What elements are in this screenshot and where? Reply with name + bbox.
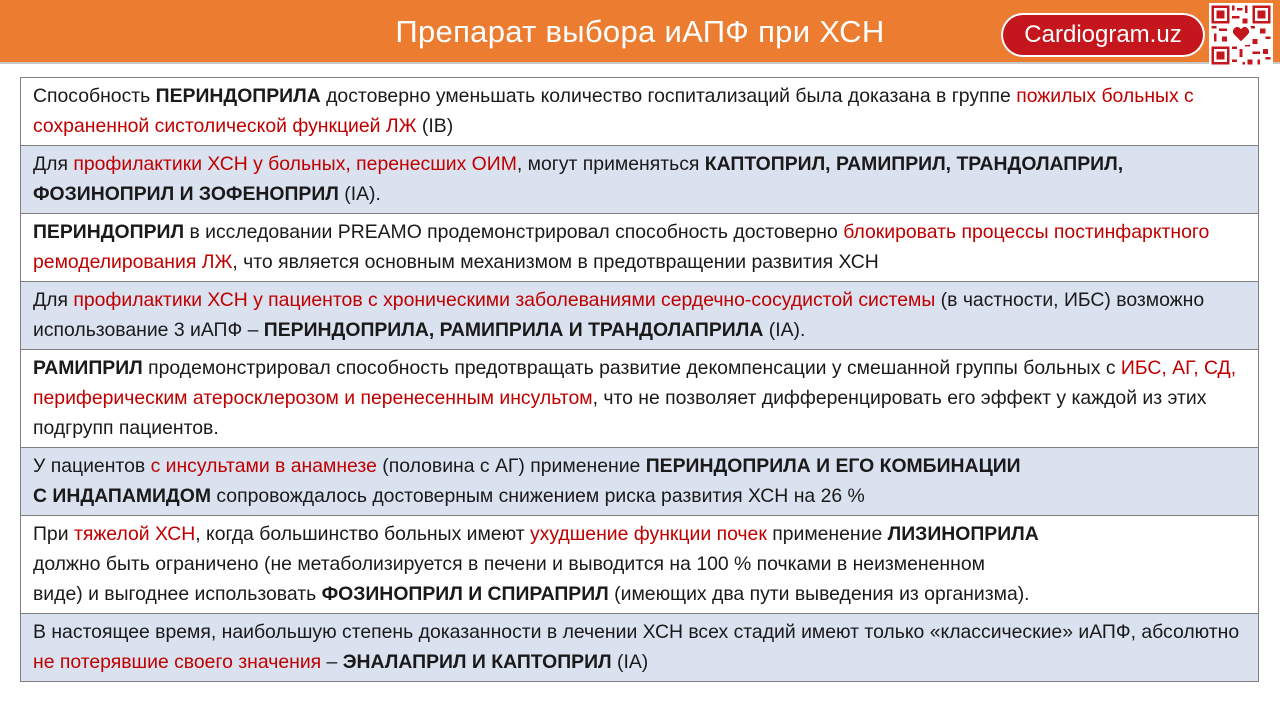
content-row: [21, 350, 1258, 448]
drug-name-text: ЛИЗИНОПРИЛА: [887, 523, 1039, 545]
drug-name-text: ПЕРИНДОПРИЛА И ЕГО КОМБИНАЦИИ: [645, 455, 1021, 477]
drug-name-text: ЭНАЛАПРИЛ И КАПТОПРИЛ: [342, 651, 612, 673]
body-text: (IA).: [338, 183, 381, 205]
drug-name-text: КАПТОПРИЛ, РАМИПРИЛ, ТРАНДОЛАПРИЛ, ФОЗИНОПРИЛ И ЗОФЕНОПРИЛ: [33, 153, 1124, 205]
highlighted-text: ухудшение функции почек: [529, 523, 767, 545]
drug-name-text: ПЕРИНДОПРИЛА: [155, 85, 321, 107]
body-text: продемонстрировал способность предотвращать развитие декомпенсации у смешанной группы больных с: [142, 357, 1121, 379]
highlighted-text: профилактики ХСН у пациентов с хроническими заболеваниями сердечно-сосудистой системы: [73, 289, 936, 311]
drug-name-text: ФОЗИНОПРИЛ И СПИРАПРИЛ: [321, 583, 609, 605]
body-text: В настоящее время, наибольшую степень доказанности в лечении ХСН всех стадий имеют только «классические» иАПФ, абсолютно: [33, 621, 1240, 643]
drug-name-text: ПЕРИНДОПРИЛА, РАМИПРИЛА И ТРАНДОЛАПРИЛА: [263, 319, 764, 341]
brand-logo[interactable]: Cardiogram.uz: [1001, 13, 1205, 57]
body-text: применение: [766, 523, 888, 545]
body-text: (имеющих два пути выведения из организма).: [608, 583, 1030, 605]
content-row: [21, 448, 1258, 516]
drug-name-text: С ИНДАПАМИДОМ: [33, 485, 211, 507]
content-row: [21, 282, 1258, 350]
body-text: , что является основным механизмом в предотвращении развития ХСН: [232, 251, 879, 273]
body-text: У пациентов: [33, 455, 151, 477]
content-row: [21, 214, 1258, 282]
body-text: (IA).: [763, 319, 806, 341]
body-text: , что не позволяет дифференцировать его эффект у каждой из этих подгрупп пациентов.: [33, 387, 1207, 439]
body-text: (IB): [416, 115, 454, 137]
highlighted-text: с инсультами в анамнезе: [150, 455, 377, 477]
body-text: сопровождалось достоверным снижением риска развития ХСН на 26 %: [210, 485, 865, 507]
content-row: [21, 516, 1258, 614]
body-text: (IA): [611, 651, 649, 673]
body-text: , могут применяться: [516, 153, 705, 175]
body-text: достоверно уменьшать количество госпитализаций была доказана в группе: [320, 85, 1017, 107]
body-text: При: [33, 523, 74, 545]
body-text: Для: [33, 289, 74, 311]
content-row: [21, 78, 1258, 146]
body-text: (в частности, ИБС) возможно использование 3 иАПФ –: [33, 289, 1205, 341]
highlighted-text: тяжелой ХСН: [73, 523, 196, 545]
highlighted-text: не потерявшие своего значения: [33, 651, 322, 673]
content-table: [20, 77, 1259, 682]
drug-name-text: ПЕРИНДОПРИЛ: [33, 221, 185, 243]
qr-code-icon[interactable]: [1209, 3, 1273, 67]
highlighted-text: ИБС, АГ, СД, периферическим атеросклерозом и перенесенным инсультом: [33, 357, 1237, 409]
highlighted-text: блокировать процессы постинфарктного ремоделирования ЛЖ: [33, 221, 1210, 273]
body-text: Для: [33, 153, 74, 175]
highlighted-text: профилактики ХСН у больных, перенесших ОИМ: [73, 153, 517, 175]
body-text: Способность: [33, 85, 156, 107]
content-row: [21, 614, 1258, 681]
body-text: –: [321, 651, 343, 673]
body-text: (половина с АГ) применение: [376, 455, 646, 477]
body-text: должно быть ограничено (не метаболизируется в печени и выводится на 100 % почками в неизмененном: [33, 553, 985, 575]
highlighted-text: пожилых больных с сохраненной систолической функцией ЛЖ: [33, 85, 1194, 137]
page-title: Препарат выбора иАПФ при ХСН: [395, 14, 885, 49]
body-text: , когда большинство больных имеют: [195, 523, 530, 545]
body-text: виде) и выгоднее использовать: [33, 583, 322, 605]
content-row: [21, 146, 1258, 214]
body-text: в исследовании PREAMO продемонстрировал способность достоверно: [184, 221, 844, 243]
drug-name-text: РАМИПРИЛ: [33, 357, 143, 379]
